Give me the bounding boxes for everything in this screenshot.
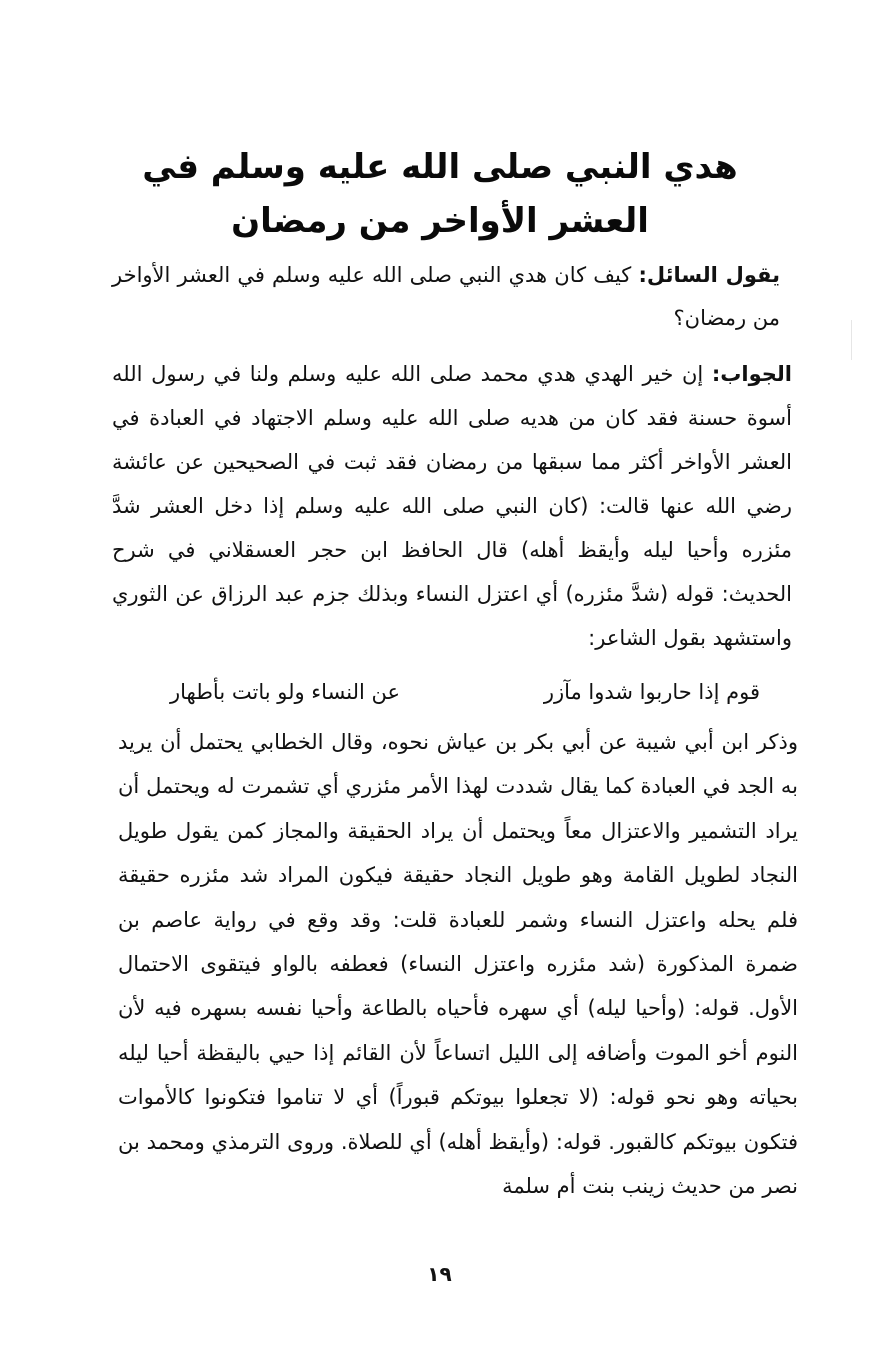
answer-paragraph: [112, 352, 792, 660]
question-text: كيف كان هدي النبي صلى الله عليه وسلم في العشر الأواخر من رمضان؟: [112, 263, 780, 330]
page-title: هدي النبي صلى الله عليه وسلم في العشر الأواخر من رمضان: [142, 147, 738, 241]
answer-text: إن خير الهدي هدي محمد صلى الله عليه وسلم ولنا في رسول الله أسوة حسنة فقد كان من هديه صلى الله عليه وسلم الاجتهاد في العبادة في العشر الأواخر أكثر مما سبقها من رمضان فقد ثبت في الصحيحين عن عائشة رضي الله عنها قالت: (كان النبي صلى الله عليه وسلم إذا دخل العشر شدَّ مئزره وأحيا ليله وأيقظ أهله) قال الحافظ ابن حجر العسقلاني في شرح الحديث: قوله (شدَّ مئزره) أي اعتزل النساء وبذلك جزم عبد الرزاق عن الثوري واستشهد بقول الشاعر:: [112, 362, 792, 650]
answer-label: الجواب:: [711, 362, 792, 386]
commentary-paragraph: وذكر ابن أبي شيبة عن أبي بكر بن عياش نحوه، وقال الخطابي يحتمل أن يريد به الجد في العبادة كما يقال شددت لهذا الأمر مئزري أي تشمرت له ويحتمل أن يراد التشمير والاعتزال معاً ويحتمل أن يراد الحقيقة والمجاز كمن يقول طويل النجاد لطويل القامة وهو طويل النجاد حقيقة فيكون المراد شد مئزره حقيقة فلم يحله واعتزل النساء وشمر للعبادة قلت: وقد وقع في رواية عاصم بن ضمرة المذكورة (شد مئزره واعتزل النساء) فعطفه بالواو فيتقوى الاحتمال الأول. قوله: (وأحيا ليله) أي سهره فأحياه بالطاعة وأحيا نفسه بسهره فيه لأن النوم أخو الموت وأضافه إلى الليل اتساعاً لأن القائم إذا حيي باليقظة أحيا ليله بحياته وهو نحو قوله: (لا تجعلوا بيوتكم قبوراً) أي لا تناموا فتكونوا كالأموات فتكون بيوتكم كالقبور. قوله: (وأيقظ أهله) أي للصلاة. وروى الترمذي ومحمد بن نصر من حديث زينب بنت أم سلمة: [118, 730, 798, 1199]
verse-second-hemistich: عن النساء ولو باتت بأطهار: [170, 680, 401, 704]
question-paragraph: [112, 254, 780, 340]
margin-mark: [851, 320, 852, 360]
poetry-verse: [150, 670, 770, 714]
page-number: ١٩: [427, 1262, 452, 1286]
question-label: يقول السائل:: [638, 263, 780, 287]
verse-first-hemistich: قوم إذا حاربوا شدوا مآزر: [543, 680, 760, 704]
